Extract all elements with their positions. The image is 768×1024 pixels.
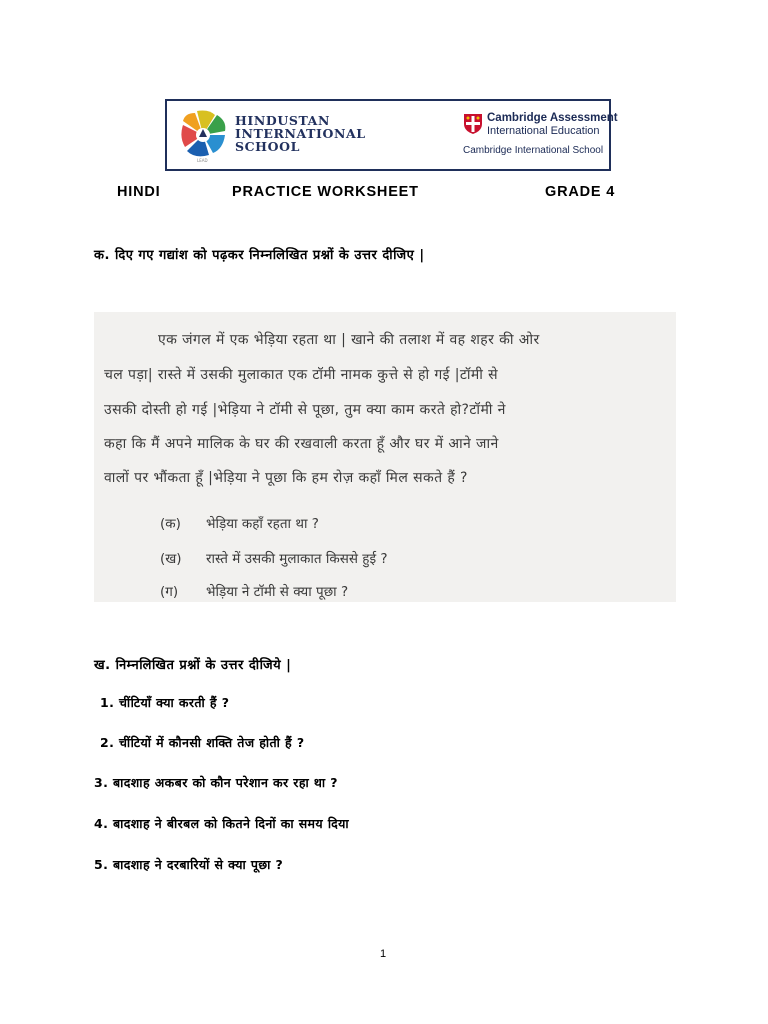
passage-line-2: चल पड़ा| रास्ते में उसकी मुलाकात एक टॉमी नामक कुत्ते से हो गई |टॉमी से — [104, 367, 499, 383]
passage-line-1: एक जंगल में एक भेड़िया रहता था | खाने की तलाश में वह शहर की ओर — [158, 332, 540, 348]
cambridge-international-education: International Education — [487, 125, 600, 137]
cambridge-international-school: Cambridge International School — [463, 145, 604, 156]
school-name — [235, 114, 405, 153]
cambridge-assessment-title: Cambridge Assessment — [487, 112, 618, 124]
subject-label: HINDI — [117, 184, 161, 200]
school-name-line-3: SCHOOL — [235, 139, 300, 154]
passage-question-marker-3: (ग) — [160, 584, 179, 600]
passage-question-3: भेड़िया ने टॉमी से क्या पूछा ? — [206, 584, 349, 600]
worksheet-title: PRACTICE WORKSHEET — [232, 184, 419, 200]
school-name-line-1: HINDUSTAN — [235, 113, 330, 128]
question-2: 2. चींटियों में कौनसी शक्ति तेज होती हैं ? — [100, 735, 305, 750]
question-3: 3. बादशाह अकबर को कौन परेशान कर रहा था ? — [94, 775, 338, 790]
school-header-logo-box — [165, 99, 618, 171]
section-a-heading: क. दिए गए गद्यांश को पढ़कर निम्नलिखित प्रश्नों के उत्तर दीजिए | — [94, 248, 425, 263]
page-number: 1 — [380, 948, 387, 960]
passage-line-3: उसकी दोस्ती हो गई |भेड़िया ने टॉमी से पूछा, तुम क्या काम करते हो?टॉमी ने — [104, 402, 506, 418]
passage-question-2: रास्ते में उसकी मुलाकात किससे हुई ? — [206, 551, 388, 567]
grade-label: GRADE 4 — [545, 184, 616, 200]
question-5: 5. बादशाह ने दरबारियों से क्या पूछा ? — [94, 857, 284, 872]
passage-image — [94, 312, 676, 602]
passage-line-5: वालों पर भौंकता हूँ |भेड़िया ने पूछा कि हम रोज़ कहाँ मिल सकते हैं ? — [104, 470, 468, 486]
question-4: 4. बादशाह ने बीरबल को कितने दिनों का समय दिया — [94, 816, 350, 831]
passage-question-marker-1: (क) — [160, 516, 181, 532]
svg-text:LEAD: LEAD — [197, 158, 208, 163]
school-emblem-icon — [175, 107, 231, 163]
school-name-line-2: INTERNATIONAL — [235, 126, 366, 141]
cambridge-shield-icon — [463, 113, 483, 135]
section-b-heading: ख. निम्नलिखित प्रश्नों के उत्तर दीजिये | — [94, 658, 292, 673]
passage-line-4: कहा कि मैं अपने मालिक के घर की रखवाली करता हूँ और घर में आने जाने — [104, 436, 499, 452]
passage-question-marker-2: (ख) — [160, 551, 182, 567]
passage-question-1: भेड़िया कहाँ रहता था ? — [206, 516, 319, 532]
question-1: 1. चींटियाँ क्या करती हैं ? — [100, 695, 230, 710]
